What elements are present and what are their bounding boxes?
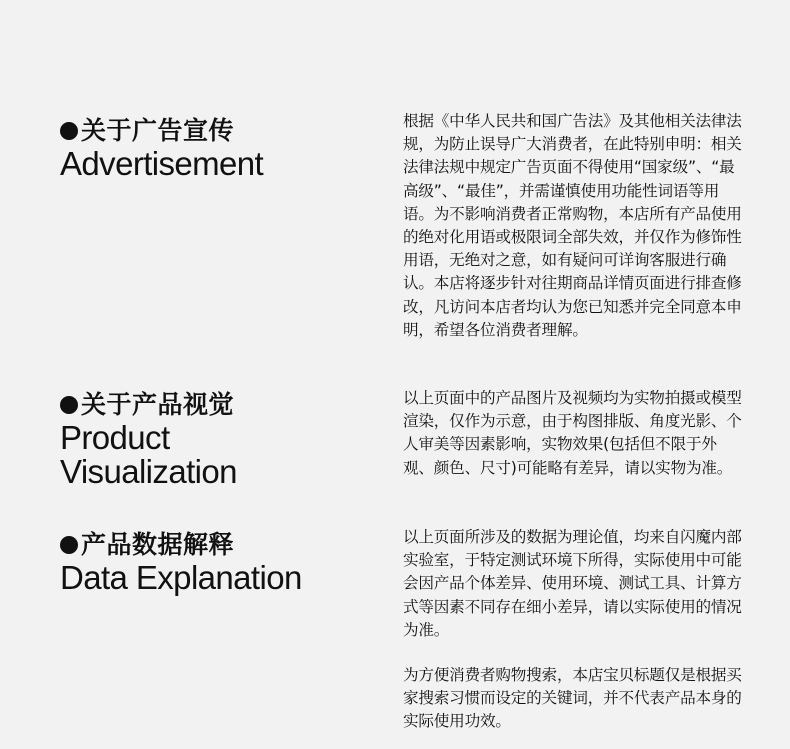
advertisement-heading: [60, 116, 390, 181]
bullet-icon: [60, 122, 78, 140]
bullet-icon: [60, 536, 78, 554]
heading-cn-title: 关于广告宣传: [81, 116, 235, 145]
heading-cn-title: 关于产品视觉: [81, 390, 235, 419]
heading-en-title: Data Explanation: [60, 559, 302, 596]
data-explanation-paragraph: 以上页面所涉及的数据为理论值，均来自闪魔内部实验室，于特定测试环境下所得，实际使用中可能会因产品个体差异、使用环境、测试工具、计算方式等因素不同存在细小差异，请以实际使用的情况为准。: [403, 528, 742, 639]
advertisement-paragraph: 根据《中华人民共和国广告法》及其他相关法律法规，为防止误导广大消费者，在此特别申明：相关法律法规中规定广告页面不得使用“国家级”、“最高级”、“最佳”，并需谨慎使用功能性词语等用语。为不影响消费者正常购物，本店所有产品使用的绝对化用语或极限词全部失效，并仅作为修饰性用语，无绝对之意，如有疑问可详询客服进行确认。本店将逐步针对往期商品详情页面进行排查修改，凡访问本店者均认为您已知悉并完全同意本申明，希望各位消费者理解。: [403, 112, 742, 339]
product-visualization-heading: [60, 390, 390, 489]
product-visualization-paragraph: 以上页面中的产品图片及视频均为实物拍摄或模型渲染，仅作为示意，由于构图排版、角度光影、个人审美等因素影响，实物效果(包括但不限于外观、颜色、尺寸)可能略有差异，请以实物为准。: [403, 389, 742, 477]
search-title-paragraph: 为方便消费者购物搜索，本店宝贝标题仅是根据买家搜索习惯而设定的关键词，并不代表产品本身的实际使用功效。: [403, 666, 742, 731]
heading-cn-title: 产品数据解释: [81, 530, 235, 559]
heading-en-title: Product Visualization: [60, 419, 237, 490]
heading-en-title: Advertisement: [60, 145, 264, 182]
data-explanation-heading: [60, 530, 390, 595]
bullet-icon: [60, 396, 78, 414]
